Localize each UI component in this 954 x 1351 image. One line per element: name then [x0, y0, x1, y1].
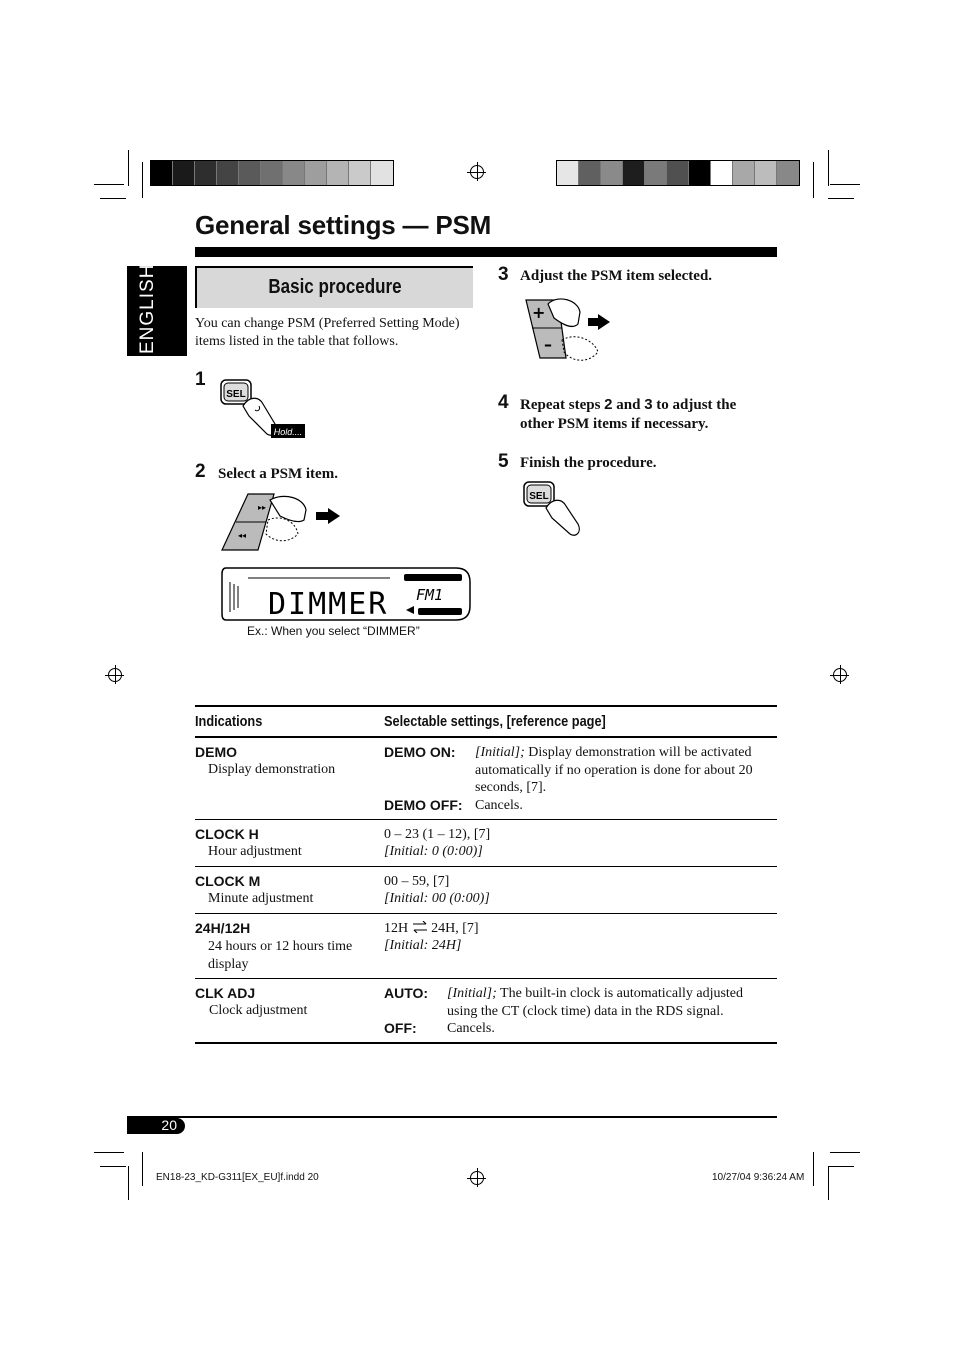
title-rule [195, 247, 777, 257]
step-2-number: 2 [195, 461, 206, 482]
crop-mark [142, 162, 143, 198]
page-number: 20 [161, 1117, 177, 1133]
setting-range: 00 – 59, [7] [384, 874, 450, 889]
crop-mark [828, 1166, 829, 1200]
footer-date: 10/27/04 9:36:24 AM [712, 1172, 805, 1183]
crop-mark [100, 1166, 126, 1167]
lcd-main-text: DIMMER [268, 587, 389, 622]
color-swatch [777, 161, 799, 185]
finger-icon [270, 496, 306, 521]
crop-mark [830, 184, 860, 185]
table-row [195, 985, 777, 1040]
color-swatch [349, 161, 371, 185]
sel-button-label: SEL [529, 491, 549, 502]
step-5-number: 5 [498, 451, 509, 472]
step-3-text: Adjust the PSM item selected. [520, 268, 713, 284]
table-row-rule [195, 866, 777, 867]
footer-rule [127, 1116, 777, 1118]
color-swatch [327, 161, 349, 185]
table-bottom-rule [195, 1042, 777, 1044]
intro-text: You can change PSM (Preferred Setting Mode) items listed in the table that follows. [195, 316, 460, 349]
option-label: OFF: [384, 1020, 417, 1036]
language-label: ENGLISH [137, 263, 158, 354]
option-text: Cancels. [447, 1021, 495, 1036]
crop-mark [142, 1152, 143, 1186]
table-header-rule [195, 736, 777, 738]
color-swatch [557, 161, 579, 185]
color-swatch [645, 161, 667, 185]
color-swatch [623, 161, 645, 185]
crop-mark [828, 198, 854, 199]
step-2-text: Select a PSM item. [218, 466, 338, 482]
color-swatch [173, 161, 195, 185]
registration-mark [833, 668, 847, 682]
crop-mark [828, 150, 829, 186]
language-tab [127, 263, 187, 356]
adjust-item-illustration [518, 294, 628, 374]
svg-text:+: + [532, 303, 546, 322]
crop-mark [128, 150, 129, 186]
option-text: [Initial]; Display demonstration will be activated automatically if no operation is done for about 20 seconds, [7]. [475, 745, 753, 795]
svg-text:◂◂: ◂◂ [238, 531, 247, 540]
sel-hold-illustration [215, 376, 315, 446]
setting-initial: [Initial: 00 (0:00)] [384, 891, 490, 906]
option-label: DEMO OFF: [384, 797, 463, 813]
option-label: DEMO ON: [384, 744, 456, 760]
swap-arrows-icon [412, 921, 428, 933]
color-bar-right [556, 160, 800, 186]
table-row-rule [195, 819, 777, 820]
step-5-text: Finish the procedure. [520, 455, 657, 471]
color-swatch [601, 161, 623, 185]
registration-mark [470, 165, 484, 179]
finger-icon [546, 500, 579, 535]
color-bar-left [150, 160, 394, 186]
color-swatch [579, 161, 601, 185]
indication-desc: Clock adjustment [209, 1003, 308, 1018]
indication-name: CLK ADJ [195, 985, 256, 1001]
color-swatch [755, 161, 777, 185]
crop-mark [100, 198, 126, 199]
color-swatch [261, 161, 283, 185]
sel-button-label: SEL [226, 389, 246, 400]
table-row [195, 920, 777, 976]
page-number-tab [127, 1118, 185, 1134]
option-text: [Initial]; The built-in clock is automatically adjusted using the CT (clock time) data in the RDS signal. [447, 986, 744, 1019]
setting-initial: [Initial: 0 (0:00)] [384, 844, 483, 859]
table-row [195, 826, 777, 864]
crop-mark [830, 1152, 860, 1153]
indication-desc: Minute adjustment [208, 891, 314, 906]
indication-name: 24H/12H [195, 920, 251, 936]
option-text: Cancels. [475, 798, 523, 813]
color-swatch [195, 161, 217, 185]
setting-initial: [Initial: 24H] [384, 938, 462, 953]
crop-mark [813, 162, 814, 198]
color-swatch [371, 161, 393, 185]
arrow-right-icon [316, 508, 340, 524]
table-row [195, 873, 777, 911]
step-3-number: 3 [498, 264, 509, 285]
table-row [195, 744, 777, 818]
page-title: General settings — PSM [195, 210, 492, 240]
indication-name: DEMO [195, 744, 237, 760]
indication-desc: 24 hours or 12 hours time display [208, 939, 353, 972]
color-swatch [239, 161, 261, 185]
table-header-indications: Indications [195, 713, 263, 730]
color-swatch [283, 161, 305, 185]
color-swatch [217, 161, 239, 185]
footer-file: EN18-23_KD-G311[EX_EU]f.indd 20 [156, 1172, 319, 1183]
crop-mark [828, 1166, 854, 1167]
hold-label: Hold.... [273, 427, 303, 437]
option-label: AUTO: [384, 985, 429, 1001]
lcd-band-text: FM1 [416, 586, 444, 604]
color-swatch [151, 161, 173, 185]
sel-finish-illustration [520, 478, 600, 538]
color-swatch [733, 161, 755, 185]
table-row-rule [195, 913, 777, 914]
indication-name: CLOCK M [195, 873, 261, 889]
step-4-number: 4 [498, 392, 509, 413]
setting-range: 12H 24H, [7] [384, 921, 479, 936]
section-heading: Basic procedure [268, 276, 402, 298]
step-4-text: Repeat steps 2 and 3 to adjust the other PSM items if necessary. [520, 396, 737, 432]
crop-mark [128, 1166, 129, 1200]
indication-desc: Display demonstration [208, 762, 336, 777]
arrow-right-icon [588, 314, 610, 330]
indication-desc: Hour adjustment [208, 844, 302, 859]
color-swatch [667, 161, 689, 185]
crop-mark [94, 1152, 124, 1153]
registration-mark [470, 1171, 484, 1185]
svg-text:–: – [544, 335, 552, 354]
indication-name: CLOCK H [195, 826, 259, 842]
display-caption: Ex.: When you select “DIMMER” [247, 624, 420, 638]
color-swatch [305, 161, 327, 185]
color-swatch [689, 161, 711, 185]
lcd-display [220, 566, 472, 622]
step-1-number: 1 [195, 369, 206, 390]
svg-text:▸▸: ▸▸ [258, 503, 267, 512]
setting-range: 0 – 23 (1 – 12), [7] [384, 827, 491, 842]
table-top-rule [195, 705, 777, 707]
select-item-illustration [218, 490, 348, 556]
registration-mark [108, 668, 122, 682]
crop-mark [813, 1152, 814, 1186]
table-header-settings: Selectable settings, [reference page] [384, 713, 606, 730]
crop-mark [94, 184, 124, 185]
table-row-rule [195, 978, 777, 979]
color-swatch [711, 161, 733, 185]
section-heading-box [195, 266, 473, 308]
